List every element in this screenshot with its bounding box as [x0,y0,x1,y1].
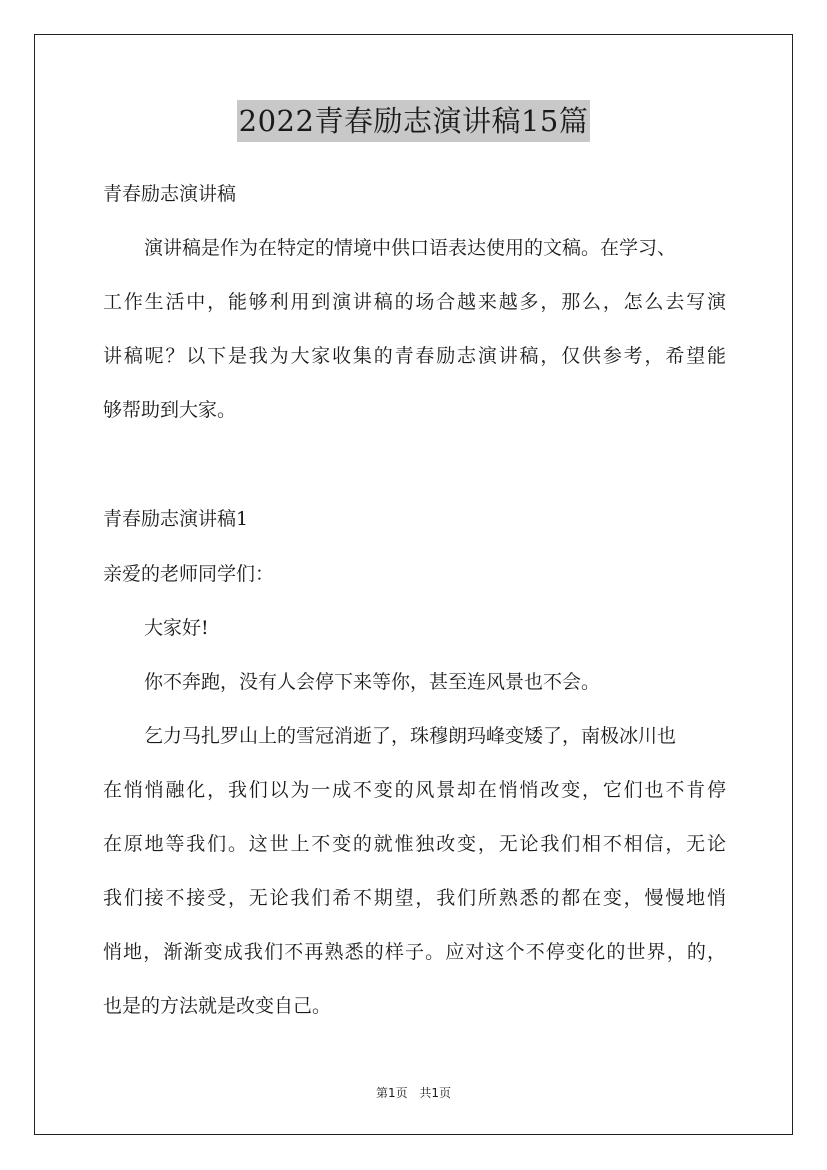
paragraph: 你不奔跑，没有人会停下来等你，甚至连风景也不会。 [144,671,601,693]
paragraph-line: 悄地，渐渐变成我们不再熟悉的样子。应对这个不停变化的世界，的， [103,941,726,963]
paragraph-line: 也是的方法就是改变自己。 [103,995,332,1017]
intro-line: 够帮助到大家。 [103,399,237,421]
section-heading: 青春励志演讲稿1 [103,508,249,530]
paragraph-line: 乞力马扎罗山上的雪冠消逝了，珠穆朗玛峰变矮了，南极冰川也 [144,725,677,747]
paragraph-line: 在悄悄融化，我们以为一成不变的风景却在悄悄改变，它们也不肯停 [103,779,726,801]
page-total: 共1页 [419,1086,452,1100]
greeting: 大家好! [144,617,209,639]
document-title: 2022青春励志演讲稿15篇 [237,100,591,142]
salutation: 亲爱的老师同学们： [103,563,275,585]
paragraph-line: 在原地等我们。这世上不变的就惟独改变，无论我们相不相信，无论 [103,833,726,855]
page-number: 第1页 [375,1086,408,1100]
intro-line: 工作生活中，能够利用到演讲稿的场合越来越多，那么，怎么去写演 [103,291,726,313]
page-footer [0,1084,827,1101]
title-container [0,100,827,142]
intro-line: 演讲稿是作为在特定的情境中供口语表达使用的文稿。在学习、 [144,237,677,259]
intro-line: 讲稿呢？以下是我为大家收集的青春励志演讲稿，仅供参考，希望能 [103,345,726,367]
intro-heading: 青春励志演讲稿 [103,183,237,205]
paragraph-line: 我们接不接受，无论我们希不期望，我们所熟悉的都在变，慢慢地悄 [103,887,726,909]
